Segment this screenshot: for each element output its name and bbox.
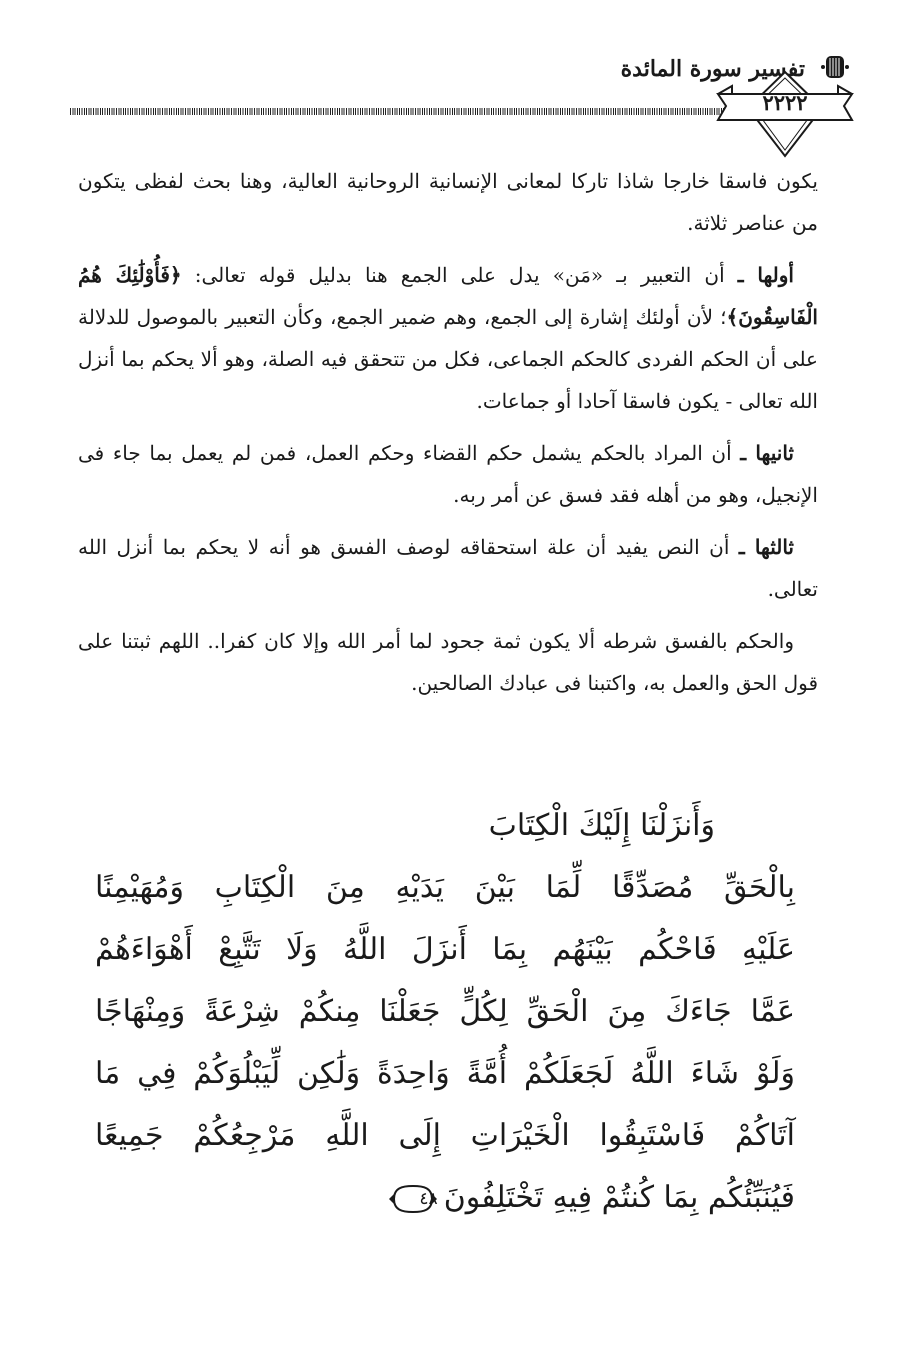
paragraph-intro: يكون فاسقا خارجا شاذا تاركا لمعانى الإنسانية الروحانية العالية، وهنا بحث لفظى يتكون من عناصر ثلاثة. xyxy=(78,169,818,235)
verse-line: عَلَيْهِ فَاحْكُم بَيْنَهُم بِمَا أَنزَلَ اللَّهُ وَلَا تَتَّبِعْ أَهْوَاءَهُمْ xyxy=(95,932,795,967)
paragraph-second-point: ثانيها ـ أن المراد بالحكم يشمل حكم القضاء وحكم العمل، فمن لم يعمل بما جاء فى الإنجيل، وهو من أهله فقد فسق عن أمر ربه. xyxy=(78,441,818,507)
point-label: ثانيها ـ xyxy=(740,441,794,465)
verse-line: عَمَّا جَاءَكَ مِنَ الْحَقِّ لِكُلٍّ جَعَلْنَا مِنكُمْ شِرْعَةً وَمِنْهَاجًا xyxy=(95,994,795,1029)
verse-line-final xyxy=(95,1167,795,1229)
commentary-text xyxy=(78,160,818,714)
paragraph-first-point: أولها ـ أن التعبير بـ «مَن» يدل على الجمع هنا بدليل قوله تعالى: ﴿فَأُوْلَٰئِكَ هُمُ الْفَاسِقُونَ﴾؛ لأن أولئك إشارة إلى الجمع، وهم ضمير الجمع، وكأن التعبير بالموصول للدلالة على أن الحكم الفردى كالحكم الجماعى، فكل من تتحقق فيه الصلة، وهو ألا يحكم بما أنزل الله تعالى - يكون فاسقا آحادا أو جماعات. xyxy=(78,263,818,413)
paragraph-conclusion: والحكم بالفسق شرطه ألا يكون ثمة جحود لما أمر الله وإلا كان كفرا.. اللهم ثبتنا على قول الحق والعمل به، واكتبنا فى عبادك الصالحين. xyxy=(78,629,818,695)
verse-line: وَأَنزَلْنَا إِلَيْكَ الْكِتَابَ xyxy=(488,808,715,843)
page-header xyxy=(70,40,860,160)
ayah-number: ٤٨ xyxy=(419,1189,438,1209)
point-label: أولها ـ xyxy=(737,263,794,287)
quran-verse-block xyxy=(95,795,795,1229)
page-number-badge xyxy=(710,70,860,160)
quran-quote: ﴿فَأُوْلَٰئِكَ هُمُ الْفَاسِقُونَ﴾ xyxy=(78,263,818,329)
verse-line: فَيُنَبِّئُكُم بِمَا كُنتُمْ فِيهِ تَخْتَلِفُونَ xyxy=(443,1180,795,1215)
verse-line: بِالْحَقِّ مُصَدِّقًا لِّمَا بَيْنَ يَدَيْهِ مِنَ الْكِتَابِ وَمُهَيْمِنًا xyxy=(95,870,795,905)
running-title: تفسير سورة المائدة xyxy=(620,56,805,82)
page-number: ٢٢٢٢ xyxy=(762,90,808,115)
point-label: ثالثها ـ xyxy=(738,535,794,559)
header-rule xyxy=(70,108,725,115)
ayah-end-marker xyxy=(388,1182,438,1216)
paragraph-third-point: ثالثها ـ أن النص يفيد أن علة استحقاقه لوصف الفسق هو أنه لا يحكم بما أنزل الله تعالى. xyxy=(78,535,818,601)
verse-line: وَلَوْ شَاءَ اللَّهُ لَجَعَلَكُمْ أُمَّةً وَاحِدَةً وَلَٰكِن لِّيَبْلُوَكُمْ فِي مَا xyxy=(95,1056,795,1091)
verse-line: آتَاكُمْ فَاسْتَبِقُوا الْخَيْرَاتِ إِلَى اللَّهِ مَرْجِعُكُمْ جَمِيعًا xyxy=(95,1118,795,1153)
